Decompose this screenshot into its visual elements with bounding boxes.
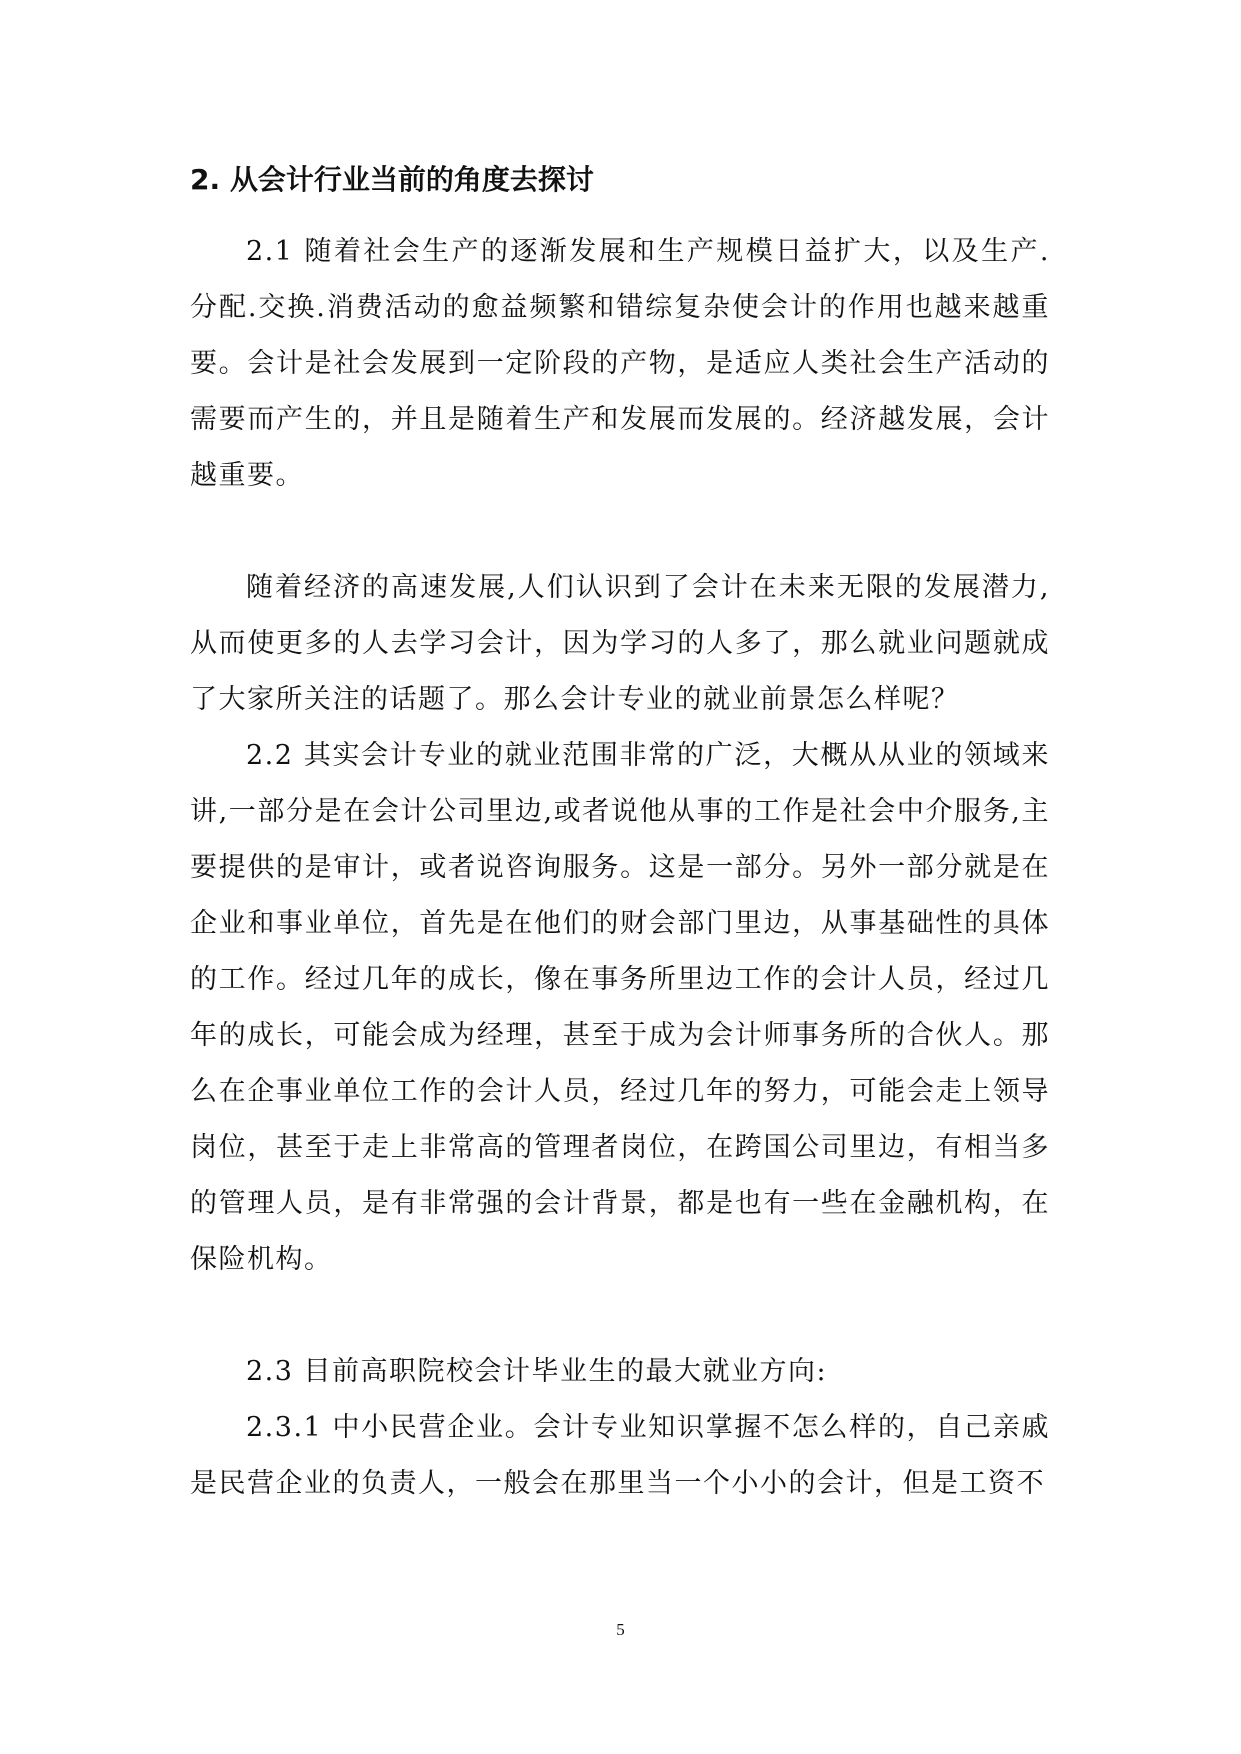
paragraph-2-1: 2.1 随着社会生产的逐渐发展和生产规模日益扩大，以及生产.分配.交换.消费活动的愈益频繁和错综复杂使会计的作用也越来越重要。会计是社会发展到一定阶段的产物，是适应人类社会生产活动的需要而产生的，并且是随着生产和发展而发展的。经济越发展，会计越重要。: [190, 236, 1050, 491]
paragraph-2-2: 2.2 其实会计专业的就业范围非常的广泛，大概从从业的领域来讲,一部分是在会计公司里边,或者说他从事的工作是社会中介服务,主要提供的是审计，或者说咨询服务。这是一部分。另外一部分就是在企业和事业单位，首先是在他们的财会部门里边，从事基础性的具体的工作。经过几年的成长，像在事务所里边工作的会计人员，经过几年的成长，可能会成为经理，甚至于成为会计师事务所的合伙人。那么在企事业单位工作的会计人员，经过几年的努力，可能会走上领导岗位，甚至于走上非常高的管理者岗位，在跨国公司里边，有相当多的管理人员，是有非常强的会计背景，都是也有一些在金融机构，在保险机构。: [190, 740, 1050, 1275]
section-heading: 2. 从会计行业当前的角度去探讨: [190, 163, 594, 196]
page-number: 5: [616, 1620, 625, 1639]
paragraph-development: 随着经济的高速发展,人们认识到了会计在未来无限的发展潜力,从而使更多的人去学习会计，因为学习的人多了，那么就业问题就成了大家所关注的话题了。那么会计专业的就业前景怎么样呢？: [190, 572, 1050, 715]
paragraph-2-3: 2.3 目前高职院校会计毕业生的最大就业方向:: [246, 1356, 828, 1387]
document-page: [190, 0, 1050, 1754]
paragraph-2-3-1: 2.3.1 中小民营企业。会计专业知识掌握不怎么样的，自己亲戚是民营企业的负责人，一般会在那里当一个小小的会计，但是工资不: [190, 1412, 1050, 1499]
